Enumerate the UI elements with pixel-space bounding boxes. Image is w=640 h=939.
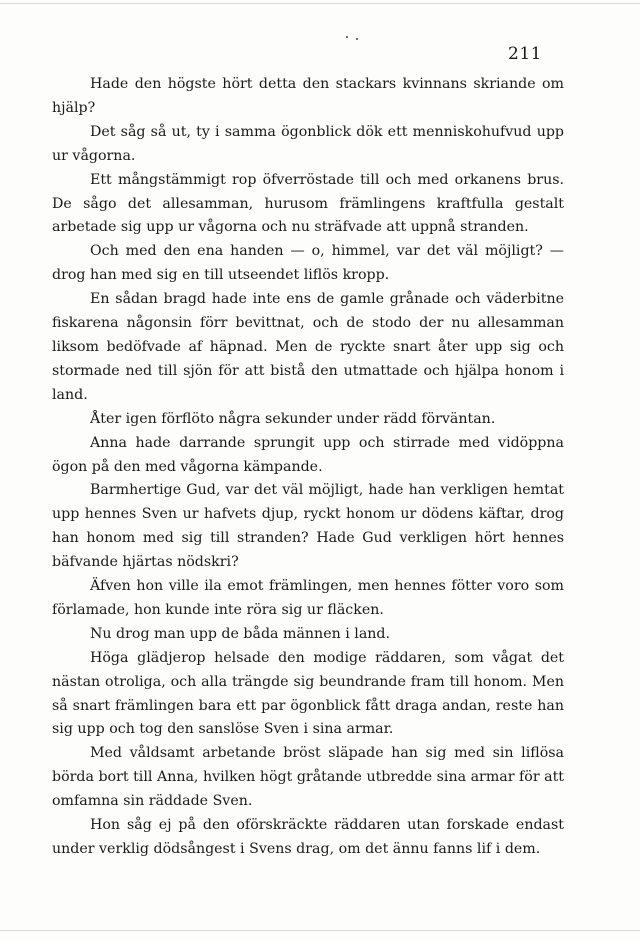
paragraph: Anna hade darrande sprungit upp och stirrade med vidöppna ögon på den med vågorna kämpande. [52, 434, 564, 475]
paragraph: Och med den ena handen — o, himmel, var det väl möjligt? — drog han med sig en till utseendet liflös kropp. [52, 243, 564, 284]
paragraph: Barmhertige Gud, var det väl möjligt, hade han verkligen hemtat upp hennes Sven ur hafvets djup, ryckt honom ur dödens käftar, drog han honom med sig till stranden? Hade Gud verkligen hört hennes bäfvande hjärtas nödskri? [52, 482, 564, 571]
paragraph: Åter igen förflöto några sekunder under rädd förväntan. [90, 410, 496, 427]
page-number: 211 [508, 44, 542, 64]
paragraph: Med våldsamt arbetande bröst släpade han sig med sin liflösa börda bort till Anna, hvilken högt gråtande utbredde sina armar för att omfamna sin räddade Sven. [52, 745, 564, 810]
paragraph: Hade den högste hört detta den stackars kvinnans skriande om hjälp? [52, 76, 564, 116]
paragraph: Höga glädjerop helsade den modige räddaren, som vågat det nästan otroliga, och alla trängde sig beundrande fram till honom. Men så snart främlingen bara ett par ögonblick fått draga andan, reste han sig upp och tog den sanslöse Sven i sina armar. [52, 649, 564, 738]
paragraph: Nu drog man upp de båda männen i land. [90, 625, 391, 642]
paragraph: En sådan bragd hade inte ens de gamle grånade och väderbitne fiskarena någonsin förr bevittnat, och de stodo der nu allesamman liksom bedöfvade af häpnad. Men de ryckte snart åter upp sig och stormade ned till sjön för att bistå den utmattade och hjälpa honom i land. [52, 291, 564, 403]
body-text [52, 73, 564, 862]
bottom-edge-line [0, 930, 640, 931]
print-speck [346, 36, 348, 38]
top-edge-line [0, 3, 640, 4]
paragraph: Äfven hon ville ila emot främlingen, men hennes fötter voro som förlamade, hon kunde inte röra sig ur fläcken. [52, 578, 564, 618]
paragraph: Det såg så ut, ty i samma ögonblick dök ett menniskohufvud upp ur vågorna. [52, 123, 564, 164]
paragraph: Ett mångstämmigt rop öfverröstade till och med orkanens brus. De sågo det allesamman, hurusom främlingens kraftfulla gestalt arbetade sig upp ur vågorna och nu sträfvade att uppnå stranden. [52, 171, 564, 236]
print-speck [356, 38, 358, 40]
paragraph: Hon såg ej på den oförskräckte räddaren utan forskade endast under verklig dödsångest i Svens drag, om det ännu fanns lif i dem. [52, 817, 564, 857]
